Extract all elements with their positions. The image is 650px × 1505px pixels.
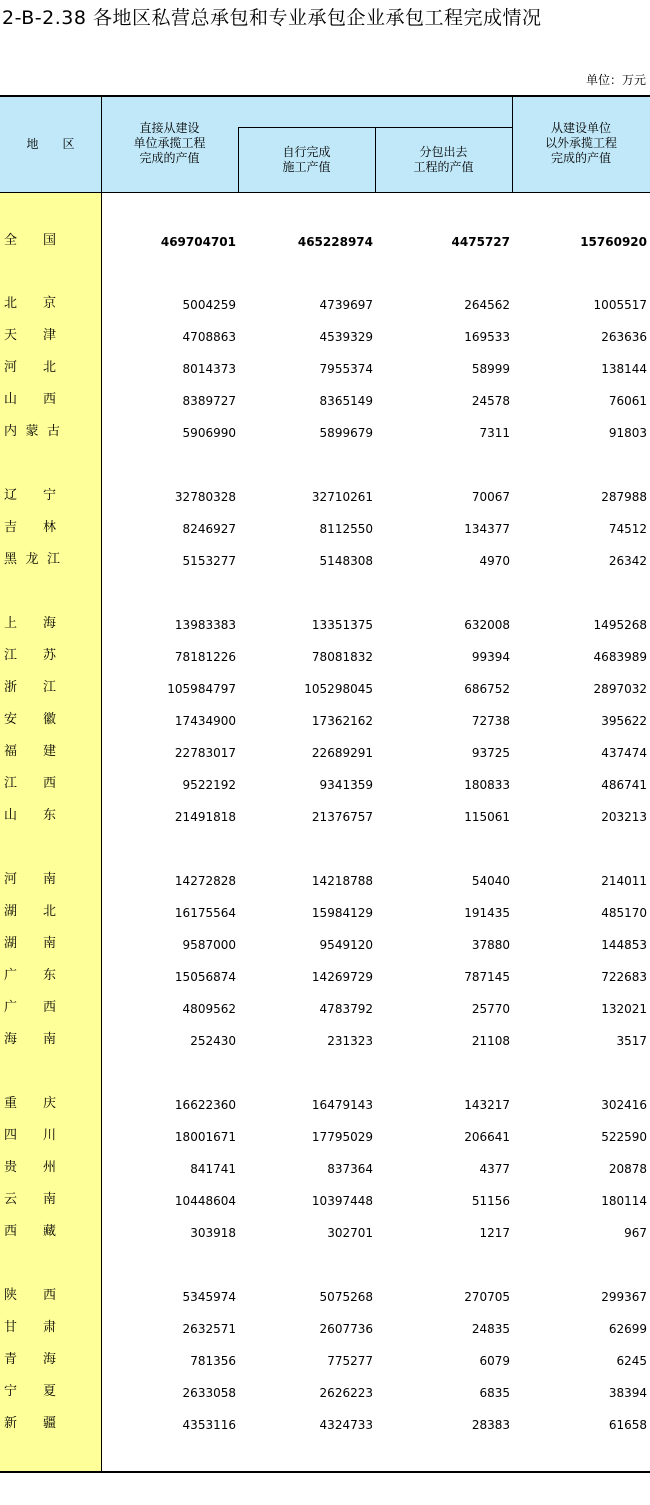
table-top-border <box>0 95 650 97</box>
table-cell: 15056874 <box>174 970 236 984</box>
region-label: 西 藏 <box>4 1224 56 1239</box>
table-cell: 138144 <box>601 362 647 376</box>
table-cell: 437474 <box>601 746 647 760</box>
region-label: 上 海 <box>4 616 56 631</box>
region-label: 江 西 <box>4 776 56 791</box>
region-label: 山 东 <box>4 808 56 823</box>
region-label: 陕 西 <box>4 1288 56 1303</box>
region-label: 吉 林 <box>4 520 56 535</box>
table-cell: 14269729 <box>311 970 373 984</box>
region-label: 内 蒙 古 <box>4 424 60 439</box>
table-cell: 4475727 <box>451 235 510 249</box>
table-cell: 302416 <box>601 1098 647 1112</box>
region-label: 浙 江 <box>4 680 56 695</box>
table-cell: 72738 <box>471 714 510 728</box>
table-cell: 21491818 <box>174 810 236 824</box>
table-cell: 5148308 <box>319 554 373 568</box>
table-cell: 14272828 <box>174 874 236 888</box>
table-cell: 8365149 <box>319 394 373 408</box>
region-label: 北 京 <box>4 296 56 311</box>
table-cell: 17362162 <box>311 714 373 728</box>
region-label: 广 西 <box>4 1000 56 1015</box>
table-cell: 70067 <box>471 490 510 504</box>
table-cell: 4324733 <box>319 1418 373 1432</box>
region-label: 黑 龙 江 <box>4 552 60 567</box>
table-cell: 5345974 <box>182 1290 236 1304</box>
region-label: 山 西 <box>4 392 56 407</box>
table-cell: 51156 <box>471 1194 510 1208</box>
table-cell: 2607736 <box>319 1322 373 1336</box>
table-cell: 115061 <box>464 810 510 824</box>
region-label: 贵 州 <box>4 1160 56 1175</box>
table-cell: 58999 <box>471 362 510 376</box>
table-cell: 16622360 <box>174 1098 236 1112</box>
table-cell: 25770 <box>471 1002 510 1016</box>
table-cell: 8246927 <box>182 522 236 536</box>
region-label: 湖 北 <box>4 904 56 919</box>
table-cell: 15760920 <box>580 235 647 249</box>
table-cell: 17434900 <box>174 714 236 728</box>
table-cell: 1005517 <box>593 298 647 312</box>
region-label: 四 川 <box>4 1128 56 1143</box>
table-cell: 5899679 <box>319 426 373 440</box>
header-region: 地 区 <box>26 137 75 151</box>
region-label: 广 东 <box>4 968 56 983</box>
region-label: 河 南 <box>4 872 56 887</box>
table-cell: 841741 <box>190 1162 236 1176</box>
table-cell: 13983383 <box>174 618 236 632</box>
table-cell: 99394 <box>471 650 510 664</box>
table-cell: 837364 <box>327 1162 373 1176</box>
table-cell: 76061 <box>608 394 647 408</box>
table-cell: 32780328 <box>174 490 236 504</box>
table-cell: 781356 <box>190 1354 236 1368</box>
table-cell: 775277 <box>327 1354 373 1368</box>
table-cell: 91803 <box>608 426 647 440</box>
table-cell: 8112550 <box>319 522 373 536</box>
table-cell: 9549120 <box>319 938 373 952</box>
table-cell: 469704701 <box>160 235 236 249</box>
table-cell: 38394 <box>608 1386 647 1400</box>
table-cell: 16175564 <box>174 906 236 920</box>
table-cell: 264562 <box>464 298 510 312</box>
table-cell: 287988 <box>601 490 647 504</box>
table-cell: 134377 <box>464 522 510 536</box>
table-cell: 132021 <box>601 1002 647 1016</box>
table-cell: 395622 <box>601 714 647 728</box>
table-cell: 21108 <box>471 1034 510 1048</box>
table-cell: 21376757 <box>311 810 373 824</box>
table-cell: 4377 <box>479 1162 510 1176</box>
table-cell: 6245 <box>616 1354 647 1368</box>
table-cell: 4539329 <box>319 330 373 344</box>
table-cell: 4708863 <box>182 330 236 344</box>
table-cell: 20878 <box>608 1162 647 1176</box>
table-bottom-border <box>0 1471 650 1473</box>
table-cell: 5906990 <box>182 426 236 440</box>
table-cell: 62699 <box>608 1322 647 1336</box>
region-label: 福 建 <box>4 744 56 759</box>
table-cell: 2897032 <box>593 682 647 696</box>
table-cell: 465228974 <box>297 235 373 249</box>
table-cell: 2633058 <box>182 1386 236 1400</box>
table-cell: 143217 <box>464 1098 510 1112</box>
region-label: 全 国 <box>4 233 56 248</box>
region-label: 天 津 <box>4 328 56 343</box>
unit-label: 单位：万元 <box>585 73 646 87</box>
region-label: 湖 南 <box>4 936 56 951</box>
table-cell: 2632571 <box>182 1322 236 1336</box>
table-cell: 722683 <box>601 970 647 984</box>
table-cell: 485170 <box>601 906 647 920</box>
table-cell: 169533 <box>464 330 510 344</box>
table-cell: 78081832 <box>311 650 373 664</box>
table-cell: 3517 <box>616 1034 647 1048</box>
table-cell: 9522192 <box>182 778 236 792</box>
region-label: 宁 夏 <box>4 1384 56 1399</box>
table-cell: 522590 <box>601 1130 647 1144</box>
table-cell: 2626223 <box>319 1386 373 1400</box>
table-cell: 9341359 <box>319 778 373 792</box>
region-label: 辽 宁 <box>4 488 56 503</box>
header-sub: 分包出去 工程的产值 <box>413 145 474 174</box>
table-cell: 8014373 <box>182 362 236 376</box>
table-cell: 632008 <box>464 618 510 632</box>
table-cell: 74512 <box>608 522 647 536</box>
table-cell: 303918 <box>190 1226 236 1240</box>
table-cell: 22783017 <box>174 746 236 760</box>
table-cell: 686752 <box>464 682 510 696</box>
table-cell: 214011 <box>601 874 647 888</box>
table-cell: 4970 <box>479 554 510 568</box>
region-label: 甘 肃 <box>4 1320 56 1335</box>
header-other: 从建设单位 以外承揽工程 完成的产值 <box>544 121 617 165</box>
table-cell: 191435 <box>464 906 510 920</box>
table-cell: 24578 <box>471 394 510 408</box>
table-cell: 13351375 <box>311 618 373 632</box>
table-cell: 16479143 <box>311 1098 373 1112</box>
header-self: 自行完成 施工产值 <box>282 145 331 174</box>
table-cell: 18001671 <box>174 1130 236 1144</box>
table-cell: 206641 <box>464 1130 510 1144</box>
table-cell: 105984797 <box>167 682 236 696</box>
table-cell: 4739697 <box>319 298 373 312</box>
page-title: 2-B-2.38 各地区私营总承包和专业承包企业承包工程完成情况 <box>2 7 542 29</box>
table-cell: 4783792 <box>319 1002 373 1016</box>
table-cell: 26342 <box>608 554 647 568</box>
table-cell: 37880 <box>471 938 510 952</box>
table-cell: 787145 <box>464 970 510 984</box>
table-cell: 15984129 <box>311 906 373 920</box>
table-cell: 7955374 <box>319 362 373 376</box>
table-cell: 299367 <box>601 1290 647 1304</box>
table-cell: 203213 <box>601 810 647 824</box>
region-label: 云 南 <box>4 1192 56 1207</box>
region-label: 江 苏 <box>4 648 56 663</box>
table-cell: 22689291 <box>311 746 373 760</box>
table-cell: 9587000 <box>182 938 236 952</box>
region-label: 安 徽 <box>4 712 56 727</box>
table-cell: 5153277 <box>182 554 236 568</box>
table-cell: 252430 <box>190 1034 236 1048</box>
table-cell: 14218788 <box>311 874 373 888</box>
table-cell: 4353116 <box>182 1418 236 1432</box>
region-label: 海 南 <box>4 1032 56 1047</box>
region-label: 重 庆 <box>4 1096 56 1111</box>
table-cell: 8389727 <box>182 394 236 408</box>
table-cell: 486741 <box>601 778 647 792</box>
table-cell: 93725 <box>471 746 510 760</box>
region-column-divider <box>101 95 102 1472</box>
table-cell: 4809562 <box>182 1002 236 1016</box>
table-cell: 10448604 <box>174 1194 236 1208</box>
table-cell: 54040 <box>471 874 510 888</box>
region-label: 河 北 <box>4 360 56 375</box>
table-cell: 6079 <box>479 1354 510 1368</box>
table-cell: 28383 <box>471 1418 510 1432</box>
table-cell: 263636 <box>601 330 647 344</box>
table-cell: 967 <box>624 1226 647 1240</box>
table-cell: 78181226 <box>174 650 236 664</box>
table-cell: 1217 <box>479 1226 510 1240</box>
table-cell: 302701 <box>327 1226 373 1240</box>
table-cell: 5004259 <box>182 298 236 312</box>
table-cell: 24835 <box>471 1322 510 1336</box>
region-label: 新 疆 <box>4 1416 56 1431</box>
table-cell: 32710261 <box>311 490 373 504</box>
table-cell: 5075268 <box>319 1290 373 1304</box>
table-cell: 270705 <box>464 1290 510 1304</box>
table-cell: 231323 <box>327 1034 373 1048</box>
region-label: 青 海 <box>4 1352 56 1367</box>
table-cell: 105298045 <box>304 682 373 696</box>
table-cell: 10397448 <box>311 1194 373 1208</box>
table-cell: 6835 <box>479 1386 510 1400</box>
table-cell: 180114 <box>601 1194 647 1208</box>
table-cell: 61658 <box>608 1418 647 1432</box>
header-direct: 直接从建设 单位承揽工程 完成的产值 <box>133 121 206 165</box>
table-cell: 4683989 <box>593 650 647 664</box>
table-cell: 7311 <box>479 426 510 440</box>
region-column-background <box>0 193 101 1472</box>
header-bottom-border <box>0 192 650 193</box>
table-cell: 17795029 <box>311 1130 373 1144</box>
table-cell: 1495268 <box>593 618 647 632</box>
table-cell: 180833 <box>464 778 510 792</box>
table-cell: 144853 <box>601 938 647 952</box>
